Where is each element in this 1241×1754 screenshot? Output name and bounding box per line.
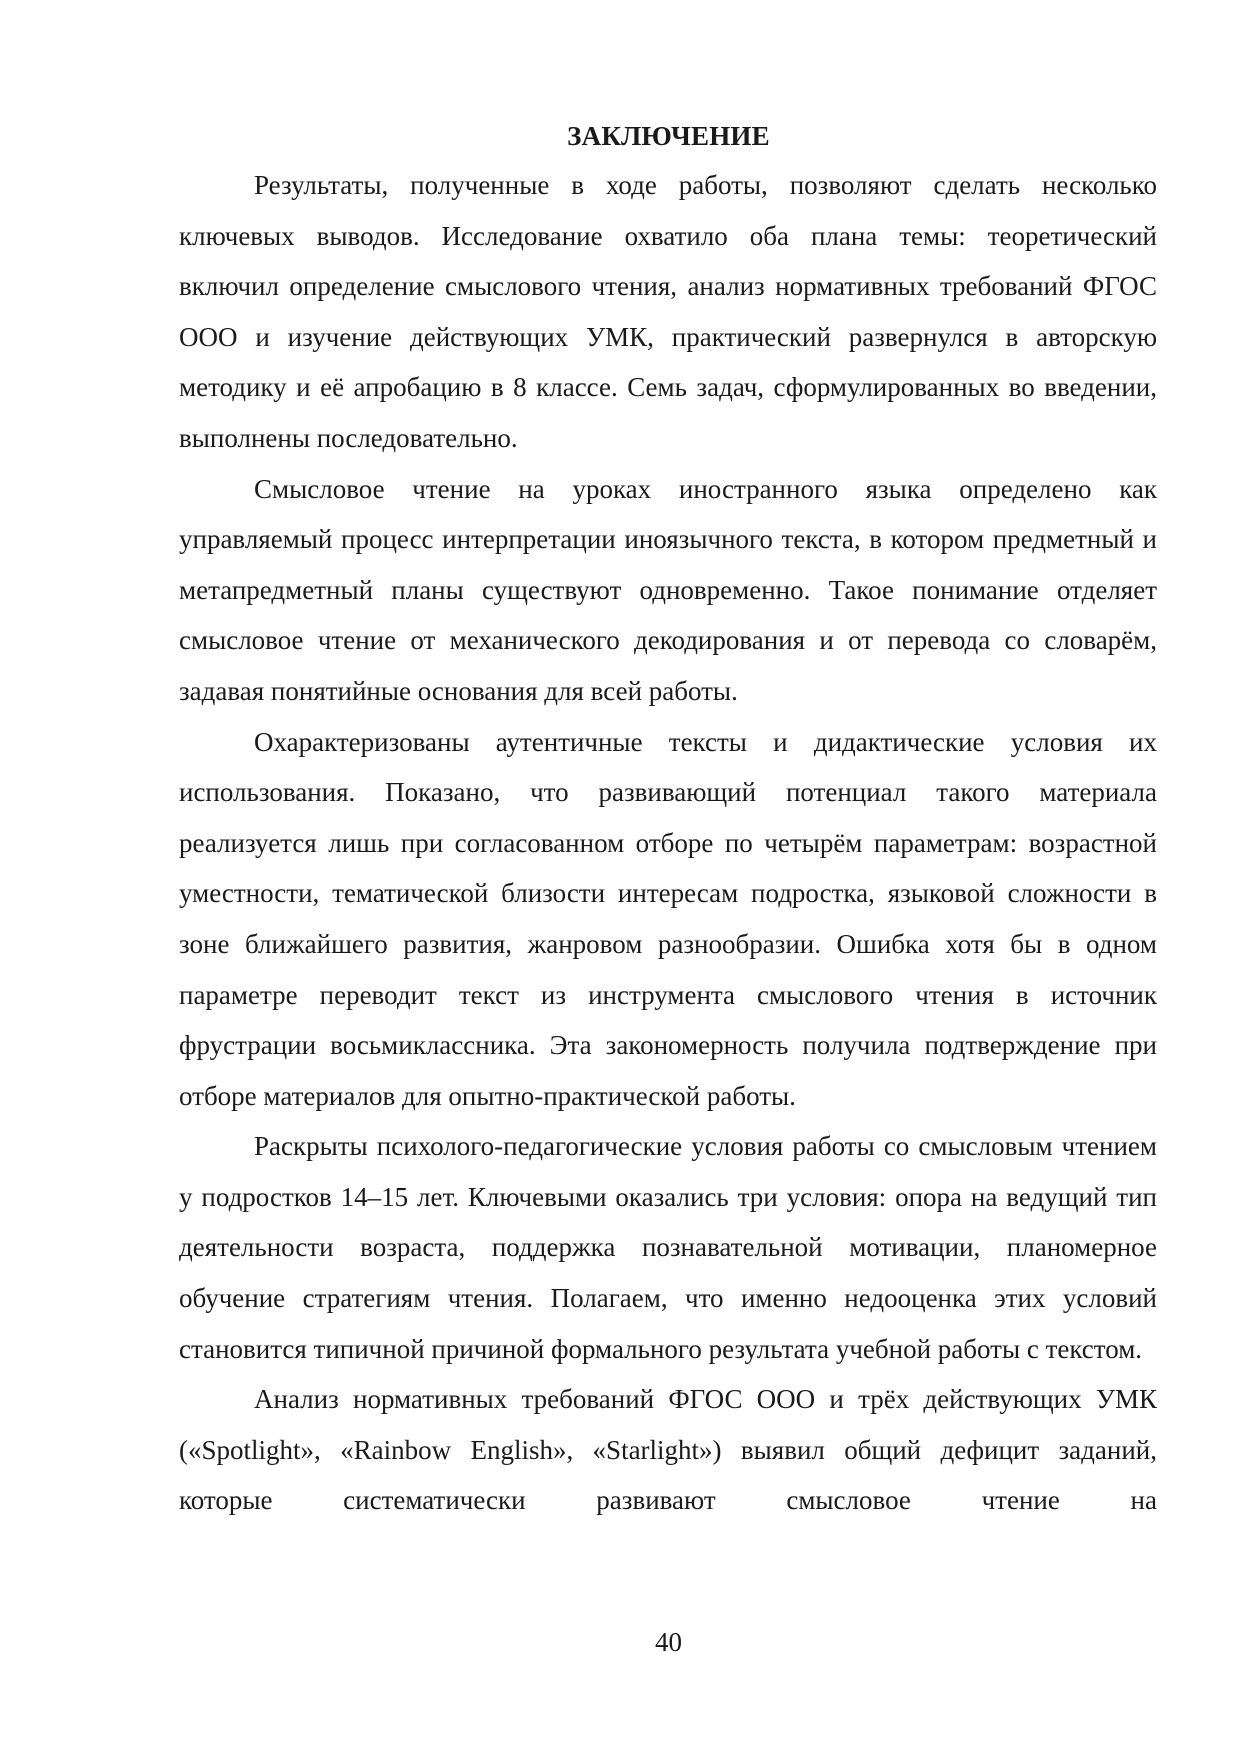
document-body: [179, 160, 1157, 1526]
paragraph-4: Раскрыты психолого-педагогические условия работы со смысловым чтением у подростков 14–15 лет. Ключевыми оказались три условия: опора на ведущий тип деятельности возраста, поддержка познавательной мотивации, планомерное обучение стратегиям чтения. Полагаем, что именно недооценка этих условий становится типичной причиной формального результата учебной работы с текстом.: [179, 1131, 1157, 1364]
section-heading: ЗАКЛЮЧЕНИЕ: [567, 121, 770, 151]
paragraph-3: Охарактеризованы аутентичные тексты и дидактические условия их использования. Показано, что развивающий потенциал такого материала реализуется лишь при согласованном отборе по четырём параметрам: возрастной уместности, тематической близости интересам подростка, языковой сложности в зоне ближайшего развития, жанровом разнообразии. Ошибка хотя бы в одном параметре переводит текст из инструмента смыслового чтения в источник фрустрации восьмиклассника. Эта закономерность получила подтверждение при отборе материалов для опытно-практической работы.: [179, 726, 1157, 1111]
page-number: 40: [655, 1627, 682, 1657]
paragraph-5: Анализ нормативных требований ФГОС ООО и трёх действующих УМК («Spotlight», «Rainbow English», «Starlight») выявил общий дефицит заданий, которые систематически развивают смысловое чтение на: [179, 1384, 1157, 1516]
paragraph-1: Результаты, полученные в ходе работы, позволяют сделать несколько ключевых выводов. Исследование охватило оба плана темы: теоретический включил определение смыслового чтения, анализ нормативных требований ФГОС ООО и изучение действующих УМК, практический развернулся в авторскую методику и её апробацию в 8 классе. Семь задач, сформулированных во введении, выполнены последовательно.: [179, 170, 1157, 453]
paragraph-2: Смысловое чтение на уроках иностранного языка определено как управляемый процесс интерпретации иноязычного текста, в котором предметный и метапредметный планы существуют одновременно. Такое понимание отделяет смысловое чтение от механического декодирования и от перевода со словарём, задавая понятийные основания для всей работы.: [179, 473, 1157, 706]
